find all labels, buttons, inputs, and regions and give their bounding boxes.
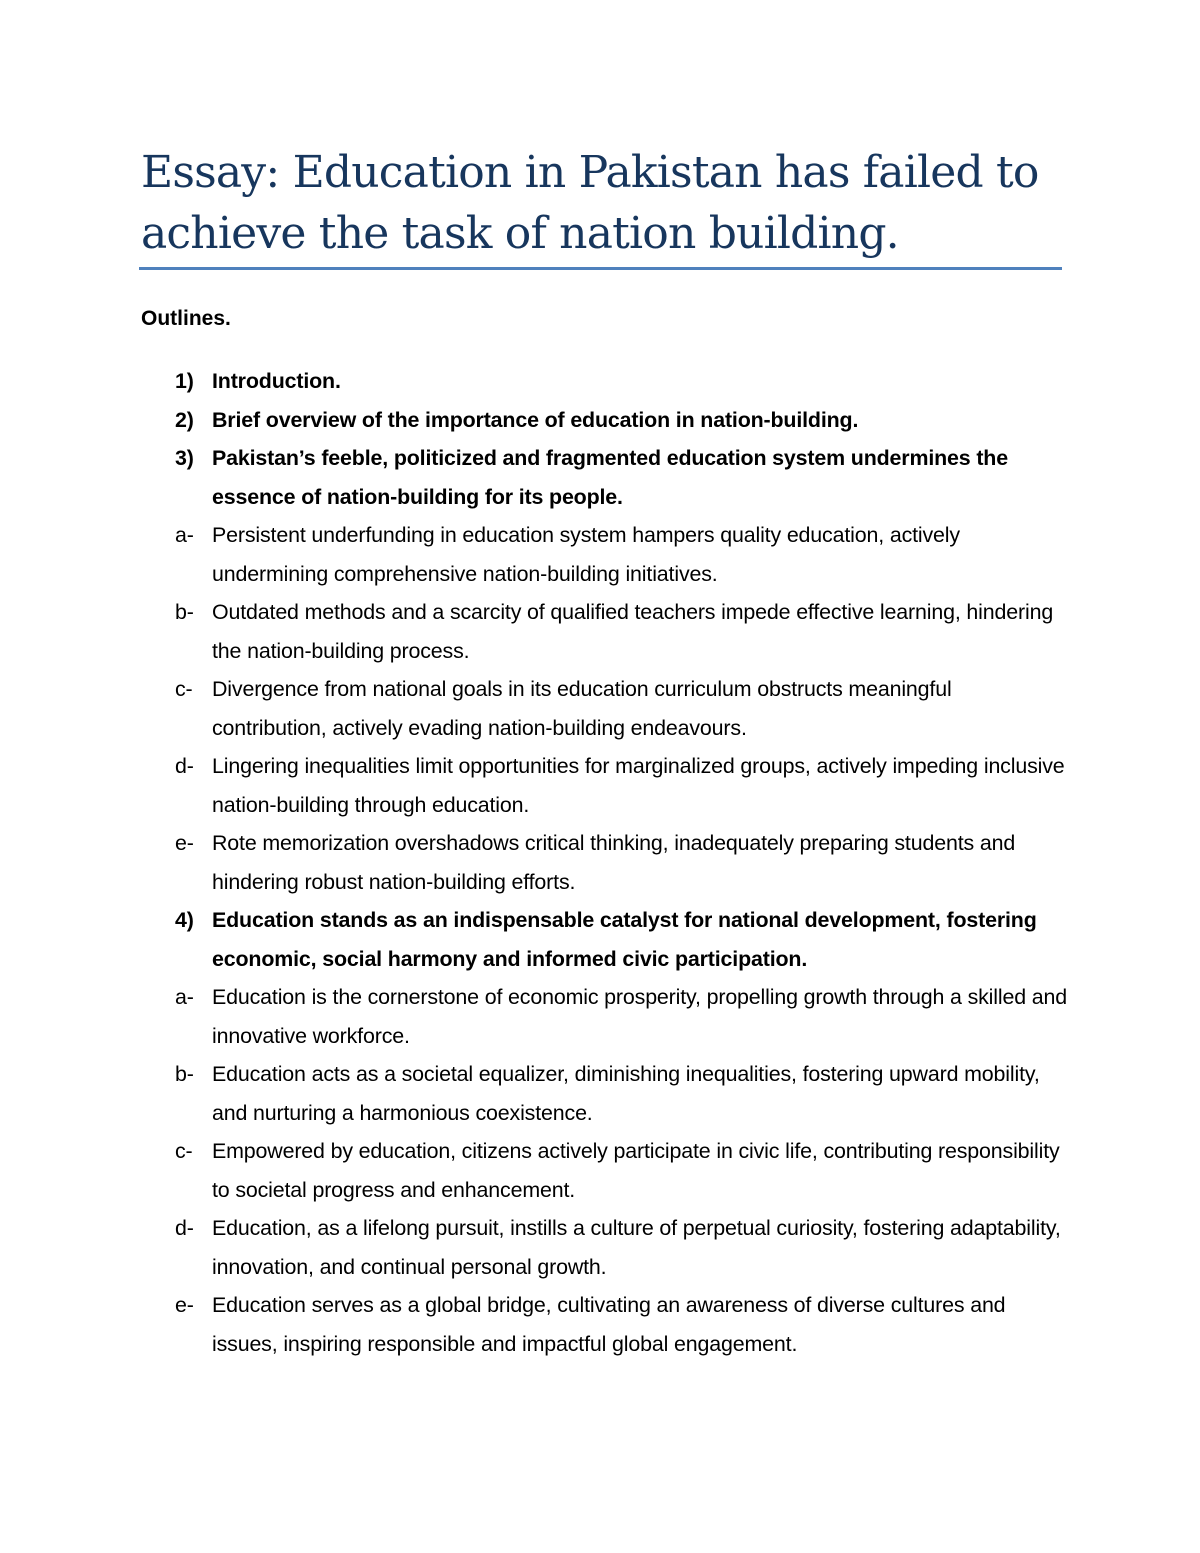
outline-item-text: Education acts as a societal equalizer, diminishing inequalities, fostering upward mobility, and nurturing a harmonious coexistence. — [212, 1062, 1040, 1125]
outline-item-text: Introduction. — [212, 369, 341, 393]
outline-item-marker: 3) — [175, 446, 194, 470]
outline-item-text: Education, as a lifelong pursuit, instills a culture of perpetual curiosity, fostering adaptability, innovation, and continual personal growth. — [212, 1216, 1061, 1279]
outline-item-text: Empowered by education, citizens actively participate in civic life, contributing responsibility to societal progress and enhancement. — [212, 1139, 1060, 1202]
outline-item-marker: b- — [175, 600, 194, 624]
outline-item-text: Education serves as a global bridge, cultivating an awareness of diverse cultures and issues, inspiring responsible and impactful global engagement. — [212, 1293, 1006, 1356]
outline-item — [141, 401, 1071, 440]
outline-item — [141, 901, 1071, 978]
outline-list — [141, 362, 1071, 1363]
outline-item — [141, 1055, 1071, 1132]
outline-item-marker: b- — [175, 1062, 194, 1086]
outline-item-text: Pakistan’s feeble, politicized and fragmented education system undermines the essence of nation-building for its people. — [212, 446, 1008, 509]
outlines-heading: Outlines. — [141, 307, 231, 330]
outline-item-marker: c- — [175, 677, 193, 701]
outline-item-marker: c- — [175, 1139, 193, 1163]
outline-item — [141, 747, 1071, 824]
outline-item — [141, 978, 1071, 1055]
outline-item-marker: d- — [175, 754, 194, 778]
outline-item-text: Outdated methods and a scarcity of qualified teachers impede effective learning, hindering the nation-building process. — [212, 600, 1054, 663]
outline-item-marker: 4) — [175, 908, 194, 932]
essay-title: Essay: Education in Pakistan has failed to achieve the task of nation building. — [141, 147, 1039, 259]
outline-item-marker: a- — [175, 985, 194, 1009]
outline-item — [141, 593, 1071, 670]
outline-item-text: Divergence from national goals in its education curriculum obstructs meaningful contribution, actively evading nation-building endeavours. — [212, 677, 952, 740]
outline-item-marker: e- — [175, 1293, 194, 1317]
outline-item-text: Education stands as an indispensable catalyst for national development, fostering economic, social harmony and informed civic participation. — [212, 908, 1037, 971]
outline-item-marker: a- — [175, 523, 194, 547]
outline-item-marker: 2) — [175, 407, 194, 432]
outline-item — [141, 516, 1071, 593]
outline-item-marker: e- — [175, 831, 194, 855]
title-underline-rule — [139, 267, 1062, 270]
outline-item — [141, 362, 1071, 401]
outline-item — [141, 670, 1071, 747]
outline-item — [141, 1132, 1071, 1209]
outline-item-text: Brief overview of the importance of education in nation-building. — [212, 407, 859, 432]
outline-item-text: Lingering inequalities limit opportunities for marginalized groups, actively impeding inclusive nation-building through education. — [212, 754, 1065, 817]
outline-item-marker: 1) — [175, 369, 194, 393]
outline-item — [141, 439, 1071, 516]
title-block — [141, 142, 1062, 264]
outline-item-marker: d- — [175, 1216, 194, 1240]
outline-item-text: Rote memorization overshadows critical thinking, inadequately preparing students and hindering robust nation-building efforts. — [212, 831, 1016, 894]
outline-item — [141, 1286, 1071, 1363]
outline-item-text: Education is the cornerstone of economic prosperity, propelling growth through a skilled and innovative workforce. — [212, 985, 1067, 1048]
outline-item — [141, 1209, 1071, 1286]
outline-item-text: Persistent underfunding in education system hampers quality education, actively undermining comprehensive nation-building initiatives. — [212, 523, 960, 586]
outline-item — [141, 824, 1071, 901]
